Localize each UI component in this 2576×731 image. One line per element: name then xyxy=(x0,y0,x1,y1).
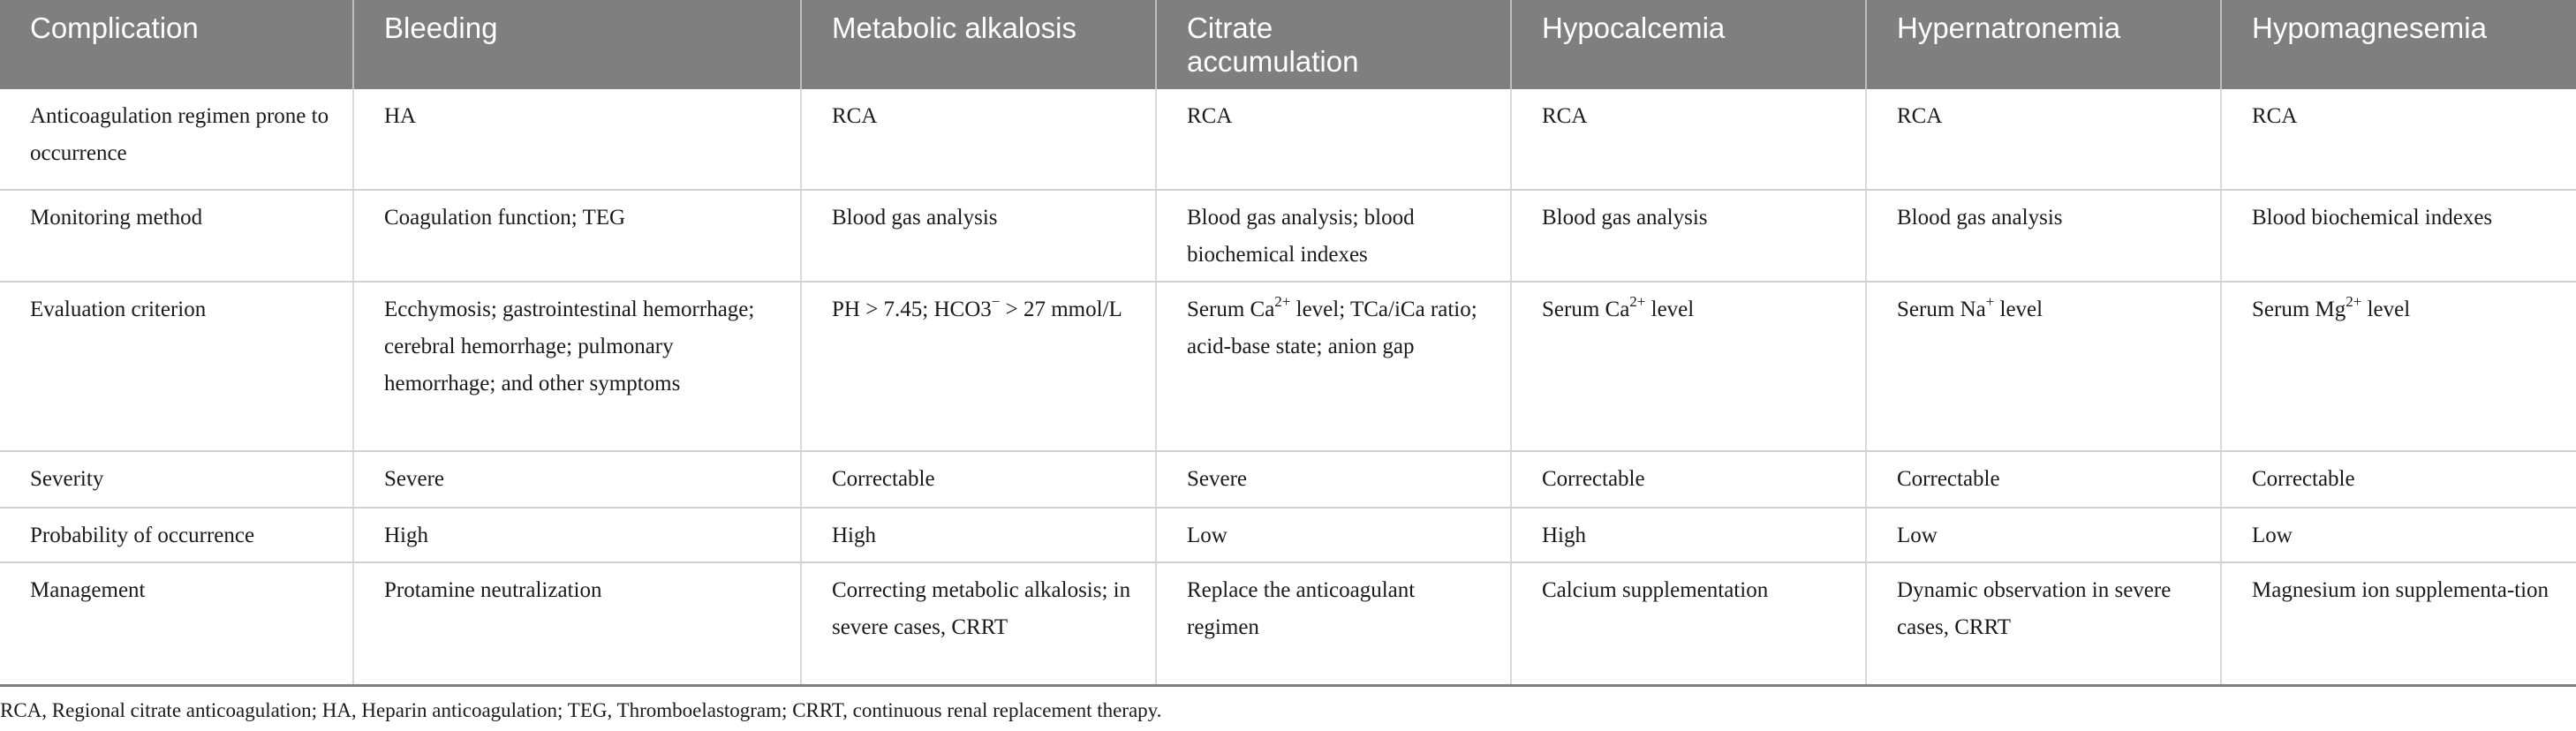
table-cell: Coagulation function; TEG xyxy=(353,190,801,282)
header-row xyxy=(0,0,2576,89)
row-label-anticoagulation-regimen: Anticoagulation regimen prone to occurrence xyxy=(0,89,353,190)
table-cell: RCA xyxy=(1156,89,1511,190)
header-hypomagnesemia: Hypomagnesemia xyxy=(2221,0,2576,89)
table-row xyxy=(0,282,2576,451)
table-cell: Blood gas analysis xyxy=(1866,190,2221,282)
table-cell: PH > 7.45; HCO3− > 27 mmol/L xyxy=(801,282,1156,451)
table-cell: High xyxy=(1511,508,1866,562)
table-cell: RCA xyxy=(1866,89,2221,190)
table-cell: RCA xyxy=(2221,89,2576,190)
row-label-evaluation-criterion: Evaluation criterion xyxy=(0,282,353,451)
table-cell: Serum Na+ level xyxy=(1866,282,2221,451)
table-cell: Serum $Mg^{2+}$ level xyxy=(2221,282,2576,451)
header-metabolic-alkalosis: Metabolic alkalosis xyxy=(801,0,1156,89)
table-row xyxy=(0,508,2576,562)
row-label-management: Management xyxy=(0,562,353,685)
table-cell: Serum $Ca^{2+}$ level; TCa/iCa ratio; acid-base state; anion gap xyxy=(1156,282,1511,451)
header-hypernatronemia: Hypernatronemia xyxy=(1866,0,2221,89)
row-label-monitoring-method: Monitoring method xyxy=(0,190,353,282)
table-cell: Blood biochemical indexes xyxy=(2221,190,2576,282)
table-cell: Calcium supplementation xyxy=(1511,562,1866,685)
table-cell: High xyxy=(353,508,801,562)
table-cell: Dynamic observation in severe cases, CRRT xyxy=(1866,562,2221,685)
table-cell: RCA xyxy=(1511,89,1866,190)
table-cell: RCA xyxy=(801,89,1156,190)
table-cell: Serum $Ca^{2+}$ level xyxy=(1511,282,1866,451)
header-citrate-accumulation: Citrate accumulation xyxy=(1156,0,1511,89)
table-cell: Magnesium ion supplementa-tion xyxy=(2221,562,2576,685)
table-row xyxy=(0,190,2576,282)
table-cell: Blood gas analysis xyxy=(1511,190,1866,282)
table-cell: Correctable xyxy=(1511,451,1866,508)
table-cell: Replace the anticoagulant regimen xyxy=(1156,562,1511,685)
row-label-severity: Severity xyxy=(0,451,353,508)
table-cell: Correctable xyxy=(801,451,1156,508)
header-complication: Complication xyxy=(0,0,353,89)
table-cell: Low xyxy=(1866,508,2221,562)
table-footnote: RCA, Regional citrate anticoagulation; HA, Heparin anticoagulation; TEG, Thromboelastogram; CRRT, continuous renal replacement therapy. xyxy=(0,699,1162,721)
table-cell: HA xyxy=(353,89,801,190)
table-cell: Severe xyxy=(353,451,801,508)
table-cell: Low xyxy=(1156,508,1511,562)
table-cell: Severe xyxy=(1156,451,1511,508)
row-label-probability: Probability of occurrence xyxy=(0,508,353,562)
table-cell: Correctable xyxy=(2221,451,2576,508)
table-cell: Correcting metabolic alkalosis; in severe cases, CRRT xyxy=(801,562,1156,685)
header-hypocalcemia: Hypocalcemia xyxy=(1511,0,1866,89)
table-cell: Correctable xyxy=(1866,451,2221,508)
table-cell: Blood gas analysis; blood biochemical indexes xyxy=(1156,190,1511,282)
table-row xyxy=(0,89,2576,190)
table-cell: High xyxy=(801,508,1156,562)
table-cell: Ecchymosis; gastrointestinal hemorrhage; cerebral hemorrhage; pulmonary hemorrhage; and other symptoms xyxy=(353,282,801,451)
table-cell: Low xyxy=(2221,508,2576,562)
table-row xyxy=(0,562,2576,685)
header-bleeding: Bleeding xyxy=(353,0,801,89)
table-cell: Protamine neutralization xyxy=(353,562,801,685)
table-cell: Blood gas analysis xyxy=(801,190,1156,282)
table-row xyxy=(0,451,2576,508)
